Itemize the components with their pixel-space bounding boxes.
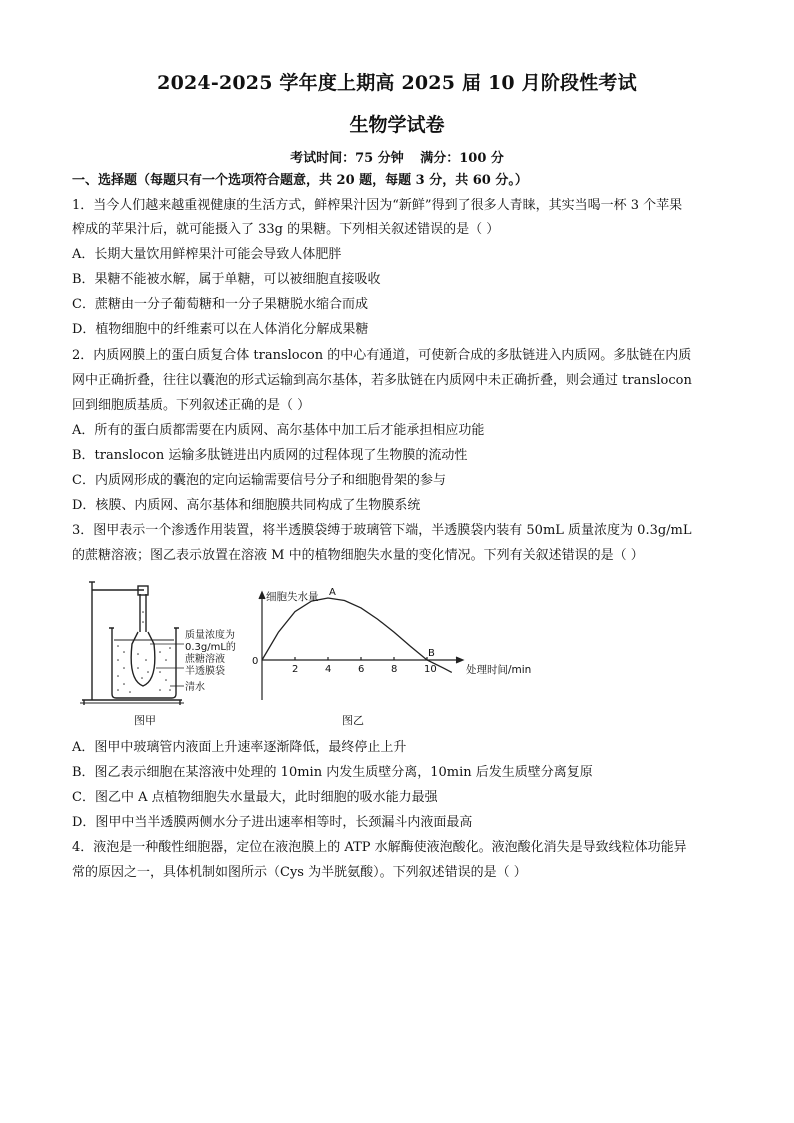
q2-stem-line2: 网中正确折叠，往往以囊泡的形式运输到高尔基体，若多肽链在内质网中未正确折叠，则会通过 translocon xyxy=(72,373,692,388)
chart-y-axis-arrow xyxy=(259,592,265,599)
beaker xyxy=(112,628,176,698)
label-water: 清水 xyxy=(185,682,205,693)
chart-x-axis-arrow xyxy=(456,657,463,663)
exam-time: 考试时间：75 分钟 xyxy=(290,151,404,166)
chart-series-line xyxy=(262,598,452,672)
label-conc-2: 0.3g/mL的 xyxy=(185,642,236,653)
q1-option-b: B．果糖不能被水解，属于单糖，可以被细胞直接吸收 xyxy=(72,272,381,287)
q4-stem-line2: 常的原因之一，具体机制如图所示（Cys 为半胱氨酸）。下列叙述错误的是（ ） xyxy=(72,865,527,880)
q2-option-d: D．核膜、内质网、高尔基体和细胞膜共同构成了生物膜系统 xyxy=(72,498,421,513)
label-bag: 半透膜袋 xyxy=(185,666,225,677)
water-dots xyxy=(117,611,171,693)
q2-option-c: C．内质网形成的囊泡的定向运输需要信号分子和细胞骨架的参与 xyxy=(72,473,446,488)
figure-water-loss-chart xyxy=(244,587,532,733)
q3-option-a: A．图甲中玻璃管内液面上升速率逐渐降低，最终停止上升 xyxy=(72,740,407,755)
figure-caption-jia: 图甲 xyxy=(134,714,156,727)
exam-info xyxy=(0,147,794,166)
q3-option-d: D．图甲中当半透膜两侧水分子进出速率相等时，长颈漏斗内液面最高 xyxy=(72,815,473,830)
exam-title: 2024-2025 学年度上期高 2025 届 10 月阶段性考试 xyxy=(157,72,637,94)
chart-x-tick-label: 8 xyxy=(391,664,398,675)
label-conc-1: 质量浓度为 xyxy=(185,630,235,641)
figure-caption-yi: 图乙 xyxy=(342,714,364,727)
chart-x-tick-label: 6 xyxy=(358,664,365,675)
figure-osmosis-apparatus xyxy=(72,572,252,730)
q2-option-b: B．translocon 运输多肽链进出内质网的过程体现了生物膜的流动性 xyxy=(72,448,468,463)
chart-y-axis-label: 细胞失水量 xyxy=(266,591,319,603)
chart-x-tick-label: 10 xyxy=(424,664,437,675)
q1-option-d: D．植物细胞中的纤维素可以在人体消化分解成果糖 xyxy=(72,322,369,337)
exam-subtitle: 生物学试卷 xyxy=(349,114,445,136)
q2-option-a: A．所有的蛋白质都需要在内质网、高尔基体中加工后才能承担相应功能 xyxy=(72,423,485,438)
q2-stem-line1: 2．内质网膜上的蛋白质复合体 translocon 的中心有通道，可使新合成的多肽链进入内质网。多肽链在内质 xyxy=(72,348,692,363)
chart-point-label-a: A xyxy=(329,587,336,598)
q3-stem-line2: 的蔗糖溶液；图乙表示放置在溶液 M 中的植物细胞失水量的变化情况。下列有关叙述错误的是（ ） xyxy=(72,548,644,563)
chart-x-axis-label: 处理时间/min xyxy=(466,664,532,676)
chart-origin-label: 0 xyxy=(252,656,259,667)
label-conc-3: 蔗糖溶液 xyxy=(185,654,225,665)
q1-option-c: C．蔗糖由一分子葡萄糖和一分子果糖脱水缩合而成 xyxy=(72,297,368,312)
chart-point-label-b: B xyxy=(428,648,435,659)
chart-x-tick-label: 2 xyxy=(292,664,299,675)
glass-tube xyxy=(140,594,146,632)
q1-stem-line2: 榨成的苹果汁后，就可能摄入了 33g 的果糖。下列相关叙述错误的是（ ） xyxy=(72,222,500,237)
q1-stem-line1: 1．当今人们越来越重视健康的生活方式，鲜榨果汁因为“新鲜”得到了很多人青睐，其实当喝一杯 3 个苹果 xyxy=(72,198,683,213)
chart-x-tick-label: 4 xyxy=(325,664,332,675)
q1-option-a: A．长期大量饮用鲜榨果汁可能会导致人体肥胖 xyxy=(72,247,342,262)
q4-stem-line1: 4．液泡是一种酸性细胞器，定位在液泡膜上的 ATP 水解酶使液泡酸化。液泡酸化消失是导致线粒体功能异 xyxy=(72,840,687,855)
q3-stem-line1: 3．图甲表示一个渗透作用装置，将半透膜袋缚于玻璃管下端，半透膜袋内装有 50mL 质量浓度为 0.3g/mL xyxy=(72,523,692,538)
section-heading: 一、选择题（每题只有一个选项符合题意，共 20 题，每题 3 分，共 60 分。） xyxy=(72,173,528,188)
q2-stem-line3: 回到细胞质基质。下列叙述正确的是（ ） xyxy=(72,398,311,413)
full-score: 满分：100 分 xyxy=(420,151,504,166)
q3-option-c: C．图乙中 A 点植物细胞失水量最大，此时细胞的吸水能力最强 xyxy=(72,790,438,805)
q3-option-b: B．图乙表示细胞在某溶液中处理的 10min 内发生质壁分离，10min 后发生质壁分离复原 xyxy=(72,765,593,780)
